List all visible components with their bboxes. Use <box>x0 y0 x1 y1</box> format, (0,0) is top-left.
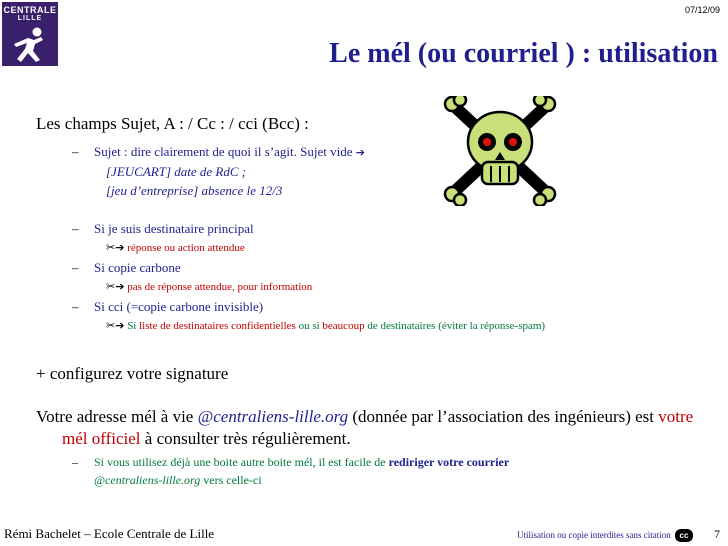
bullet-dash: – <box>72 299 79 314</box>
arrow-right-icon: ➔ <box>115 319 125 332</box>
redirect-text-c: vers celle-ci <box>203 473 262 487</box>
bullet-redirect <box>36 453 716 489</box>
footer-notice: Utilisation ou copie interdites sans citation <box>517 530 671 540</box>
scissors-icon: ✂ <box>106 241 116 254</box>
sujet-text: Sujet : dire clairement de quoi il s’agit. Sujet vide <box>94 144 353 159</box>
arrow-right-icon: ➔ <box>115 280 125 293</box>
bullet-copie <box>36 258 716 277</box>
scissors-icon: ✂ <box>106 280 116 293</box>
address-text-a: Votre adresse mél à vie <box>36 407 194 426</box>
principal-result <box>36 238 716 258</box>
cci-result-1: Si <box>127 320 137 332</box>
bullet-dash: – <box>72 260 79 275</box>
bullet-sujet <box>36 142 716 162</box>
principal-result-text: réponse ou action attendue <box>127 242 245 254</box>
page-number: 7 <box>714 527 720 541</box>
redirect-text-b: rediriger votre courrier <box>388 455 510 469</box>
address-email[interactable]: @centraliens-lille.org <box>197 407 349 426</box>
redirect-email[interactable]: @centraliens-lille.org <box>94 473 201 487</box>
sujet-example-1: [JEUCART] date de RdC ; <box>106 164 247 179</box>
bullet-cci <box>36 297 716 316</box>
arrow-right-icon: ➔ <box>355 146 365 159</box>
copie-text: Si copie carbone <box>94 260 181 275</box>
address-text-c: à consulter très régulièrement. <box>144 429 351 448</box>
cci-text: Si cci (=copie carbone invisible) <box>94 299 264 314</box>
runner-icon <box>10 26 50 64</box>
cci-result <box>36 316 716 336</box>
cci-result-2: liste de destinataires confidentielles <box>139 320 296 332</box>
cci-result-4: beaucoup <box>322 320 365 332</box>
bullet-principal <box>36 219 716 238</box>
address-text-b: (donnée par l’association des ingénieurs) est <box>352 407 655 426</box>
principal-text: Si je suis destinataire principal <box>94 221 254 236</box>
slide-body <box>36 114 716 489</box>
bullet-dash: – <box>72 221 79 236</box>
paragraph-fields: Les champs Sujet, A : / Cc : / cci (Bcc) : <box>36 114 309 133</box>
arrow-right-icon: ➔ <box>115 241 125 254</box>
official-email-label: votre mél officiel <box>62 407 694 448</box>
sujet-example-2: [jeu d’entreprise] absence le 12/3 <box>106 183 283 198</box>
scissors-icon: ✂ <box>106 319 116 332</box>
redirect-text-a: Si vous utilisez déjà une boite autre boite mél, il est facile de <box>94 455 386 469</box>
cci-result-5: de destinataires (éviter la réponse-spam) <box>367 320 546 332</box>
cci-result-3: ou si <box>298 320 320 332</box>
logo-line-2: LILLE <box>17 15 43 22</box>
slide-title: Le mél (ou courriel ) : utilisation <box>329 38 718 69</box>
school-logo <box>2 2 58 66</box>
paragraph-address <box>36 406 712 450</box>
logo-line-1: CENTRALE <box>3 5 57 15</box>
bullet-dash: – <box>72 144 79 159</box>
paragraph-signature: + configurez votre signature <box>36 364 229 383</box>
footer-author: Rémi Bachelet – Ecole Centrale de Lille <box>4 526 215 541</box>
creative-commons-icon: cc <box>675 529 693 542</box>
slide-date: 07/12/09 <box>684 5 720 15</box>
bullet-dash: – <box>72 455 78 469</box>
copie-result <box>36 277 716 297</box>
copie-result-text: pas de réponse attendue, pour information <box>127 281 313 293</box>
